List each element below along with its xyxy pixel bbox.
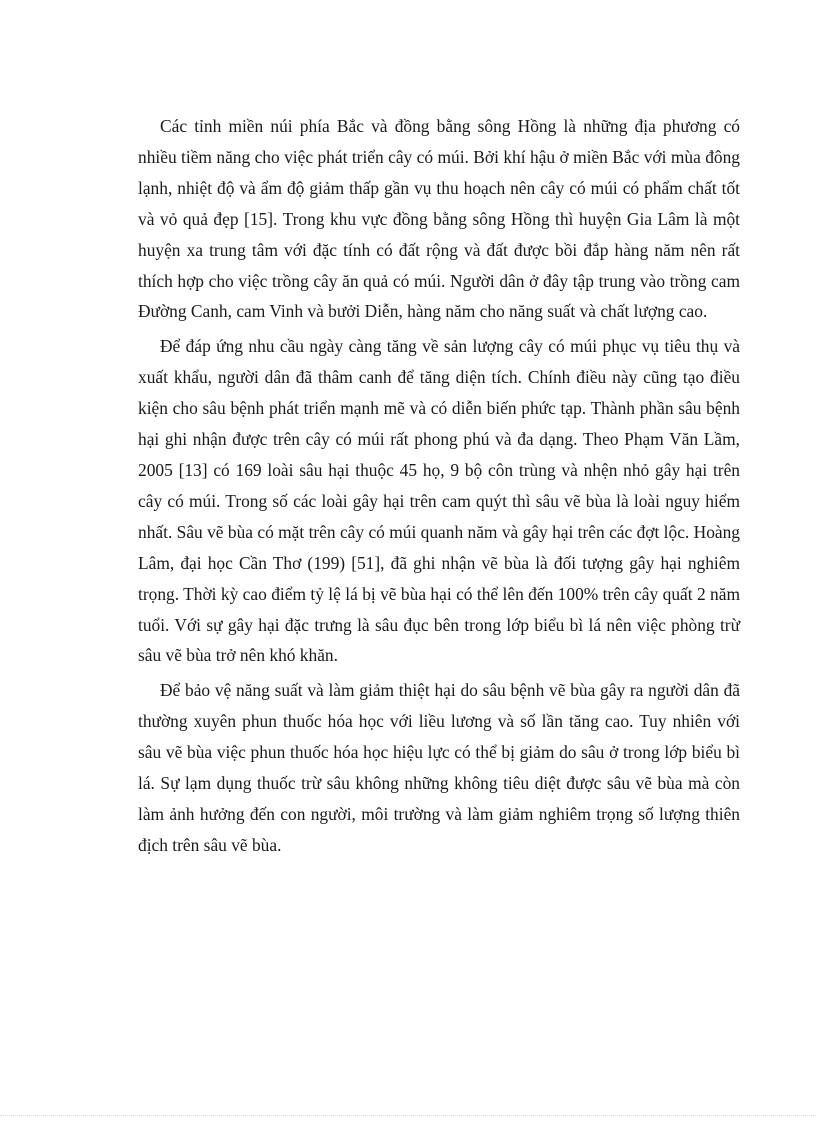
- paragraph-2: Để đáp ứng nhu cầu ngày càng tăng về sản lượng cây có múi phục vụ tiêu thụ và xuất khẩu, người dân đã thâm canh để tăng diện tích. Chính điều này cũng tạo điều kiện cho sâu bệnh phát triển mạnh mẽ và có diễn biến phức tạp. Thành phần sâu bệnh hại ghi nhận được trên cây có múi rất phong phú và đa dạng. Theo Phạm Văn Lầm, 2005 [13] có 169 loài sâu hại thuộc 45 họ, 9 bộ côn trùng và nhện nhỏ gây hại trên cây có múi. Trong số các loài gây hại trên cam quýt thì sâu vẽ bùa là loài nguy hiểm nhất. Sâu vẽ bùa có mặt trên cây có múi quanh năm và gây hại trên các đợt lộc. Hoàng Lâm, đại học Cần Thơ (199) [51], đã ghi nhận vẽ bùa là đối tượng gây hại nghiêm trọng. Thời kỳ cao điểm tỷ lệ lá bị vẽ bùa hại có thể lên đến 100% trên cây quất 2 năm tuổi. Với sự gây hại đặc trưng là sâu đục bên trong lớp biểu bì lá nên việc phòng trừ sâu vẽ bùa trở nên khó khăn.: [138, 336, 740, 666]
- paragraph-3: Để bảo vệ năng suất và làm giảm thiệt hại do sâu bệnh vẽ bùa gây ra người dân đã thường xuyên phun thuốc hóa học với liều lương và số lần tăng cao. Tuy nhiên với sâu vẽ bùa việc phun thuốc hóa học hiệu lực có thể bị giảm do sâu ở trong lớp biểu bì lá. Sự lạm dụng thuốc trừ sâu không những không tiêu diệt được sâu vẽ bùa mà còn làm ảnh hưởng đến con người, môi trường và làm giảm nghiêm trọng số lượng thiên địch trên sâu vẽ bùa.: [138, 680, 740, 855]
- body-text: [138, 111, 740, 861]
- paragraph-1: Các tỉnh miền núi phía Bắc và đồng bằng sông Hồng là những địa phương có nhiều tiềm năng cho việc phát triển cây có múi. Bởi khí hậu ở miền Bắc với mùa đông lạnh, nhiệt độ và ẩm độ giảm thấp gần vụ thu hoạch nên cây có múi có phẩm chất tốt và vỏ quả đẹp [15]. Trong khu vực đồng bằng sông Hồng thì huyện Gia Lâm là một huyện xa trung tâm với đặc tính có đất rộng và đất được bồi đắp hàng năm nên rất thích hợp cho việc trồng cây ăn quả có múi. Người dân ở đây tập trung vào trồng cam Đường Canh, cam Vinh và bưởi Diễn, hàng năm cho năng suất và chất lượng cao.: [138, 116, 740, 322]
- page-bottom-divider: [0, 1115, 816, 1116]
